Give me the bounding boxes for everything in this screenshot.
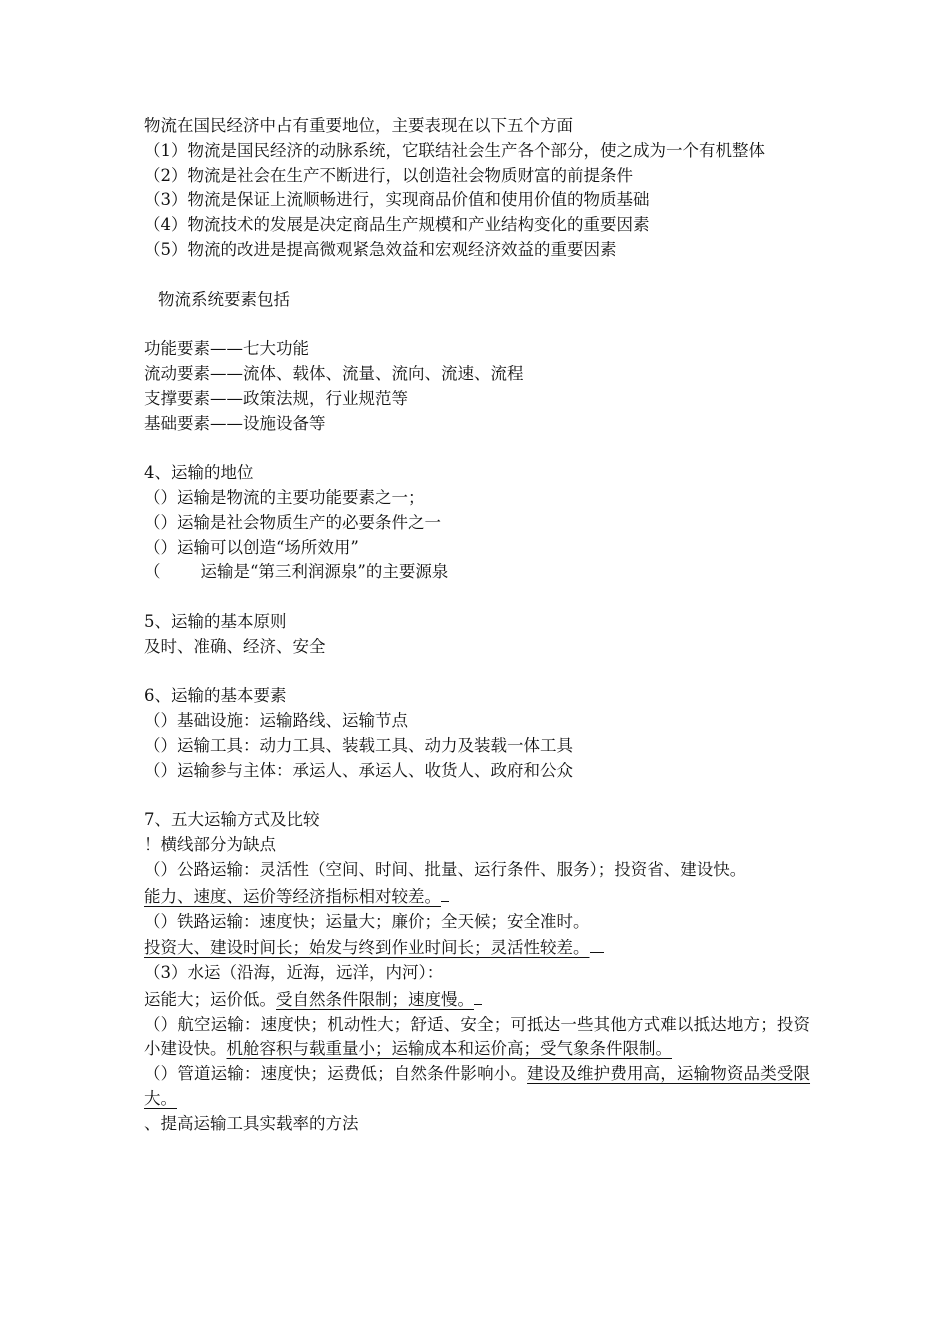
document-page (144, 114, 810, 1137)
paren-close: ） (160, 487, 177, 507)
pipe-transport (144, 1062, 810, 1112)
section1-item-5: （5）物流的改进是提高微观紧急效益和宏观经济效益的重要因素 (144, 239, 617, 259)
section2-item-4: 基础要素——设施设备等 (144, 413, 326, 433)
section6-item-1 (144, 709, 810, 734)
paren-open: （ (144, 1064, 161, 1084)
paren-open: （ (144, 1014, 161, 1034)
section2-title: 物流系统要素包括 (158, 289, 290, 309)
paren-open: （ (144, 735, 161, 755)
section5-content: 及时、准确、经济、安全 (144, 636, 326, 656)
section4-item-3 (144, 536, 810, 561)
paren-close: ） (160, 711, 177, 731)
paren-close: ） (160, 911, 177, 931)
water-transport (144, 986, 810, 1013)
rail-advantages: 铁路运输：速度快；运量大；廉价；全天候；安全准时。 (177, 911, 590, 931)
water-heading: （3）水运（沿海，近海，远洋，内河）： (144, 963, 444, 983)
paren-close: ） (160, 859, 177, 879)
section7-note: ！横线部分为缺点 (144, 835, 276, 855)
section6-item-3-text: 运输参与主体：承运人、承运人、收货人、政府和公众 (177, 760, 573, 780)
section4-item-1-text: 运输是物流的主要功能要素之一； (177, 487, 425, 507)
section6-item-2 (144, 734, 810, 759)
paren-open: （ (144, 760, 161, 780)
paren-close: ） (160, 1014, 178, 1034)
air-disadvantages: 机舱容积与载重量小；运输成本和运价高；受气象条件限制。 (226, 1039, 672, 1059)
air-transport (144, 1013, 810, 1063)
section4-item-2 (144, 511, 810, 536)
section6-item-1-text: 基础设施：运输路线、运输节点 (177, 711, 408, 731)
air-advantages: 航空运输：速度快；机动性大；舒适、安全；可抵达一些其他方式难以抵达地方；投资小建设快。 (144, 1014, 811, 1059)
section2-item-1: 功能要素——七大功能 (144, 339, 309, 359)
section4-title: 4、运输的地位 (144, 463, 254, 483)
section1-item-2: （2）物流是社会在生产不断进行，以创造社会物质财富的前提条件 (144, 165, 633, 185)
paren-close: ） (160, 537, 177, 557)
paren-open: （ (144, 911, 161, 931)
section6-title: 6、运输的基本要素 (144, 686, 287, 706)
road-transport (144, 858, 810, 883)
section7-title: 7、五大运输方式及比较 (144, 810, 320, 830)
pipe-disadvantages: 建设及维护费用高，运输物资品类受限大。 (144, 1064, 811, 1109)
section4-item-4 (144, 560, 810, 585)
section6-item-3 (144, 759, 810, 784)
section6-item-2-text: 运输工具：动力工具、装载工具、动力及装载一体工具 (177, 735, 573, 755)
paren-close: ） (160, 760, 177, 780)
paren-open: （ (144, 711, 161, 731)
road-disadvantages: 能力、速度、运价等经济指标相对较差。 (144, 886, 441, 906)
water-disadvantages: 受自然条件限制；速度慢。 (276, 989, 474, 1009)
paren-close: ） (160, 512, 177, 532)
section5-title: 5、运输的基本原则 (144, 611, 287, 631)
water-advantages: 运能大；运价低。 (144, 989, 276, 1009)
paren-close: ） (160, 1064, 178, 1084)
section1-item-4: （4）物流技术的发展是决定商品生产规模和产业结构变化的重要因素 (144, 215, 650, 235)
section1-item-1: （1）物流是国民经济的动脉系统，它联结社会生产各个部分，使之成为一个有机整体 (144, 140, 765, 160)
pipe-advantages: 管道运输：速度快；运费低；自然条件影响小。 (177, 1064, 528, 1084)
road-advantages: 公路运输：灵活性（空间、时间、批量、运行条件、服务）；投资省、建设快。 (177, 859, 747, 879)
road-disadvantages-line (144, 883, 810, 910)
paren-close: ） (160, 735, 177, 755)
section2-item-3: 支撑要素——政策法规，行业规范等 (144, 388, 408, 408)
rail-disadvantages-line (144, 934, 810, 961)
section2-item-2: 流动要素——流体、载体、流量、流向、流速、流程 (144, 363, 524, 383)
section4-item-4-text: 运输是“第三利润源泉”的主要源泉 (200, 562, 449, 582)
section1-title: 物流在国民经济中占有重要地位，主要表现在以下五个方面 (144, 116, 573, 135)
section4-item-1 (144, 486, 810, 511)
section8-title: 、提高运输工具实载率的方法 (144, 1113, 359, 1133)
paren-open: （ (144, 512, 161, 532)
paren-open: （ (144, 859, 161, 879)
section4-item-2-text: 运输是社会物质生产的必要条件之一 (177, 512, 441, 532)
paren-open: （ (144, 487, 161, 507)
paren-open: （ (144, 537, 161, 557)
section4-item-3-text: 运输可以创造“场所效用” (177, 537, 359, 557)
paren-open: （ (144, 562, 161, 582)
rail-disadvantages: 投资大、建设时间长；始发与终到作业时间长；灵活性较差。 (144, 938, 590, 958)
section1-item-3: （3）物流是保证上流顺畅进行，实现商品价值和使用价值的物质基础 (144, 190, 650, 210)
rail-transport (144, 910, 810, 935)
